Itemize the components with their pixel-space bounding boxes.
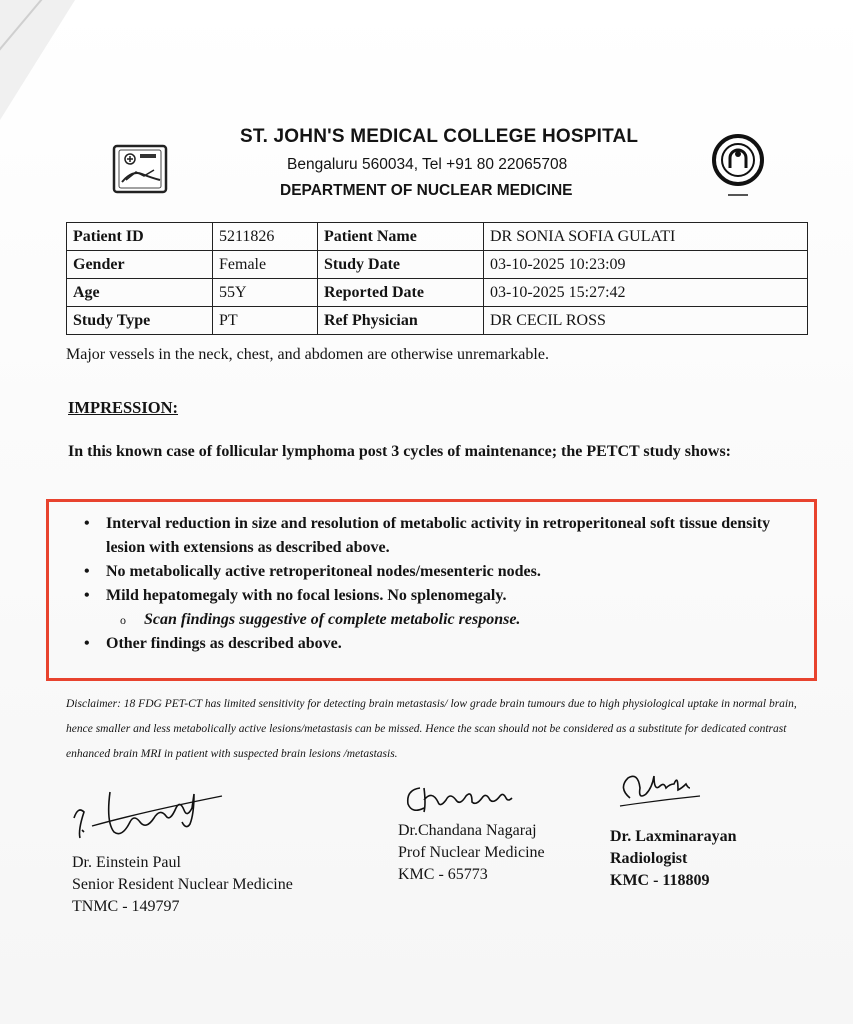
table-row [67,251,808,279]
impression-intro: In this known case of follicular lymphoma post 3 cycles of maintenance; the PETCT study shows: [68,443,732,460]
table-row [67,223,808,251]
list-item [84,584,804,608]
bullet-icon: • [84,635,90,652]
signatory-laxminarayan [610,826,737,892]
gender-label: Gender [67,251,213,279]
nabh-seal-icon [708,132,768,202]
table-row [67,307,808,335]
signatory-chandana [398,820,545,886]
report-header [0,120,853,215]
signatory-title: Senior Resident Nuclear Medicine [72,876,293,893]
list-sub-item [84,608,804,632]
hospital-name: ST. JOHN'S MEDICAL COLLEGE HOSPITAL [240,126,639,147]
patient-name-value: DR SONIA SOFIA GULATI [484,223,808,251]
patient-info-table [66,222,808,335]
signatory-reg: KMC - 65773 [398,866,488,883]
ref-physician-label: Ref Physician [318,307,484,335]
gender-value: Female [213,251,318,279]
vessels-finding-text: Major vessels in the neck, chest, and abdomen are otherwise unremarkable. [66,346,549,363]
list-item [84,512,804,560]
signatory-name: Dr.Chandana Nagaraj [398,822,537,839]
study-type-value: PT [213,307,318,335]
signatory-name: Dr. Laxminarayan [610,828,737,845]
study-date-label: Study Date [318,251,484,279]
patient-name-label: Patient Name [318,223,484,251]
impression-bullet-list [84,512,804,656]
reported-date-label: Reported Date [318,279,484,307]
patient-id-value: 5211826 [213,223,318,251]
bullet-icon: • [84,587,90,604]
list-item [84,560,804,584]
signature-laxminarayan [612,768,712,816]
bullet-icon: • [84,563,90,580]
bullet-text: Interval reduction in size and resolution of metabolic activity in retroperitoneal soft tissue density lesion with extensions as described above. [106,515,771,556]
signatory-title: Prof Nuclear Medicine [398,844,545,861]
disclaimer-text: Disclaimer: 18 FDG PET-CT has limited sensitivity for detecting brain metastasis/ low grade brain tumours due to high physiological uptake in normal brain, hence smaller and less metabolically active lesions/metastasis can be missed. Hence the scan should not be considered as a substitute for dedicated contrast enhanced brain MRI in patient with suspected brain lesions /metastasis. [66,698,797,760]
hospital-address: Bengaluru 560034, Tel +91 80 22065708 [287,156,568,173]
department-name: DEPARTMENT OF NUCLEAR MEDICINE [280,182,573,199]
reported-date-value: 03-10-2025 15:27:42 [484,279,808,307]
signatory-reg: TNMC - 149797 [72,898,180,915]
age-value: 55Y [213,279,318,307]
signature-einstein [62,778,232,848]
signatory-reg: KMC - 118809 [610,872,710,889]
sub-bullet-icon: o [120,613,126,627]
impression-heading: IMPRESSION: [68,398,179,417]
signatory-title: Radiologist [610,850,688,867]
bullet-text: Mild hepatomegaly with no focal lesions. No splenomegaly. [106,587,507,604]
signature-chandana [400,778,530,820]
sub-bullet-text: Scan findings suggestive of complete metabolic response. [144,611,521,628]
bullet-icon: • [84,515,90,532]
signatory-einstein [72,852,293,918]
page-fold [0,0,75,120]
table-row [67,279,808,307]
study-date-value: 03-10-2025 10:23:09 [484,251,808,279]
age-label: Age [67,279,213,307]
patient-id-label: Patient ID [67,223,213,251]
study-type-label: Study Type [67,307,213,335]
ref-physician-value: DR CECIL ROSS [484,307,808,335]
bullet-text: Other findings as described above. [106,635,342,652]
list-item [84,632,804,656]
hospital-crest-icon [112,144,168,194]
bullet-text: No metabolically active retroperitoneal nodes/mesenteric nodes. [106,563,541,580]
signatory-name: Dr. Einstein Paul [72,854,181,871]
